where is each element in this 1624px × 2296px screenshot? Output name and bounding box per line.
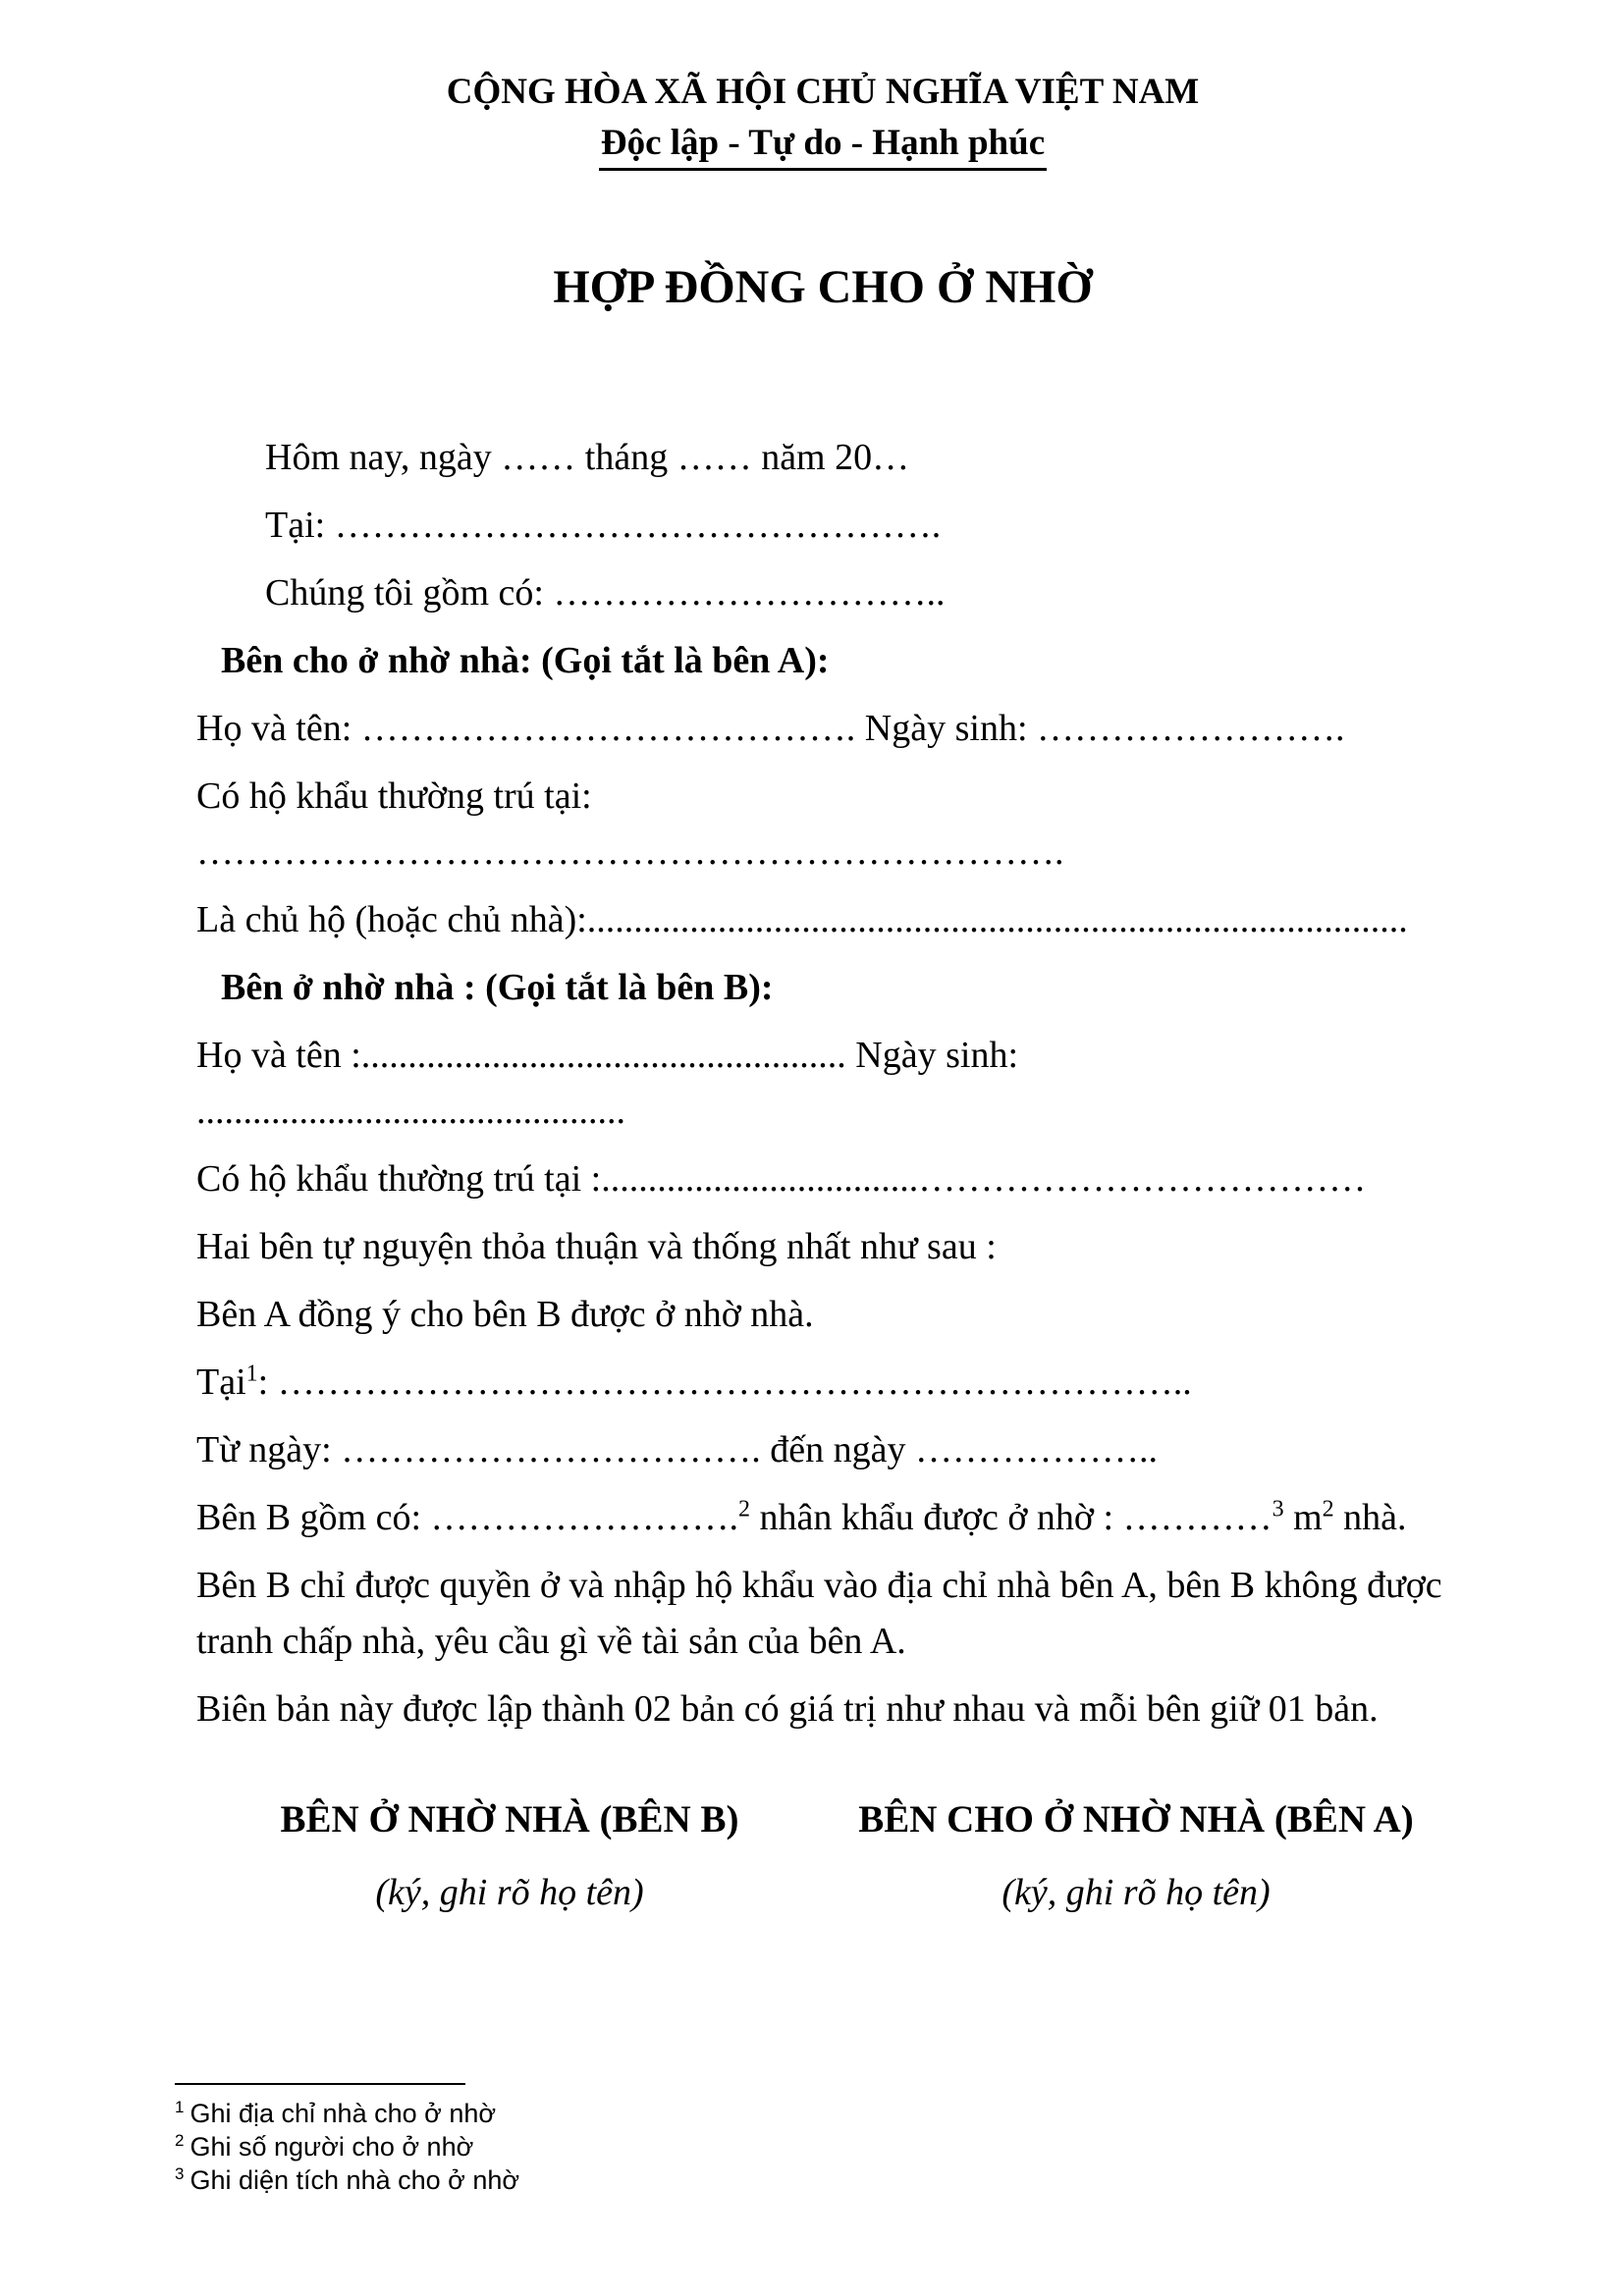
members-count-seg4: nhà.	[1333, 1497, 1407, 1538]
party-a-heading: Bên cho ở nhờ nhà: (Gọi tắt là bên A):	[221, 640, 830, 681]
intro-place-line: Tại: ………………………………………….	[265, 505, 942, 546]
footnote-2-marker: 2	[175, 2131, 185, 2150]
squared-sign: 2	[1322, 1496, 1334, 1522]
footnote-1-marker: 1	[175, 2098, 185, 2116]
party-b-signature-title: BÊN Ở NHỜ NHÀ (BÊN B)	[280, 1798, 739, 1841]
footnote-ref-1: 1	[245, 1361, 258, 1387]
national-header-line2	[196, 122, 1449, 171]
footnote-3-text: Ghi diện tích nhà cho ở nhờ	[189, 2165, 520, 2195]
party-a-name-line: Họ và tên: …………………………………. Ngày sinh: …………………….	[196, 708, 1345, 749]
footnote-3-marker: 3	[175, 2164, 185, 2183]
national-motto: Độc lập - Tự do - Hạnh phúc	[599, 122, 1047, 171]
footnote-separator-rule	[175, 2083, 465, 2085]
footnote-2	[175, 2130, 519, 2163]
address-fill-dots: : ………………………………………………………………..	[257, 1362, 1192, 1403]
party-a-owner-line: Là chủ hộ (hoặc chủ nhà):........................................................................................	[196, 899, 1408, 940]
footnote-ref-2: 2	[738, 1496, 751, 1522]
party-a-signature-note: (ký, ghi rõ họ tên)	[1001, 1872, 1271, 1913]
consent-line: Bên A đồng ý cho bên B được ở nhờ nhà.	[196, 1294, 814, 1335]
party-b-signature-block	[196, 1791, 823, 1921]
members-count-line	[196, 1490, 1449, 1546]
address-fill-prefix: Tại	[196, 1362, 246, 1403]
party-b-signature-note: (ký, ghi rõ họ tên)	[375, 1872, 644, 1913]
contract-body	[196, 430, 1449, 1737]
rights-clause: Bên B chỉ được quyền ở và nhập hộ khẩu vào địa chỉ nhà bên A, bên B không được tranh chấp nhà, yêu cầu gì về tài sản của bên A.	[196, 1565, 1442, 1662]
date-range-line: Từ ngày: ……………………………. đến ngày ………………..	[196, 1429, 1158, 1470]
footnote-2-text: Ghi số người cho ở nhờ	[189, 2132, 474, 2162]
footnotes-section	[175, 2083, 519, 2197]
document-title: HỢP ĐỒNG CHO Ở NHỜ	[553, 261, 1093, 313]
footnote-1-text: Ghi địa chỉ nhà cho ở nhờ	[189, 2099, 497, 2128]
party-a-signature-title: BÊN CHO Ở NHỜ NHÀ (BÊN A)	[858, 1798, 1414, 1841]
footnote-3	[175, 2163, 519, 2197]
copies-clause: Biên bản này được lập thành 02 bản có giá trị như nhau và mỗi bên giữ 01 bản.	[196, 1688, 1379, 1730]
footnote-1	[175, 2097, 519, 2130]
members-count-seg1: Bên B gồm có: …………………….	[196, 1497, 739, 1538]
intro-date-line: Hôm nay, ngày …… tháng …… năm 20…	[265, 437, 910, 478]
members-count-seg2: nhân khẩu được ở nhờ : …………	[750, 1497, 1272, 1538]
national-header-line1: CỘNG HÒA XÃ HỘI CHỦ NGHĨA VIỆT NAM	[446, 72, 1200, 112]
party-a-signature-block	[823, 1791, 1449, 1921]
members-count-seg3: m	[1283, 1497, 1323, 1538]
party-a-address-line: Có hộ khẩu thường trú tại: …………………………………………………………….	[196, 775, 1064, 873]
party-b-address-line: Có hộ khẩu thường trú tại :..................................………………………………	[196, 1158, 1367, 1200]
signature-section	[196, 1791, 1449, 1921]
footnote-ref-3: 3	[1272, 1496, 1284, 1522]
party-b-name-line: Họ và tên :.................................................... Ngày sinh: ..............................................	[196, 1035, 1019, 1132]
agreement-intro-line: Hai bên tự nguyện thỏa thuận và thống nhất như sau :	[196, 1226, 997, 1267]
national-header	[196, 71, 1449, 171]
address-fill-line	[196, 1355, 1449, 1411]
intro-members-line: Chúng tôi gồm có: …………………………..	[265, 572, 946, 614]
party-b-heading: Bên ở nhờ nhà : (Gọi tắt là bên B):	[221, 967, 774, 1008]
